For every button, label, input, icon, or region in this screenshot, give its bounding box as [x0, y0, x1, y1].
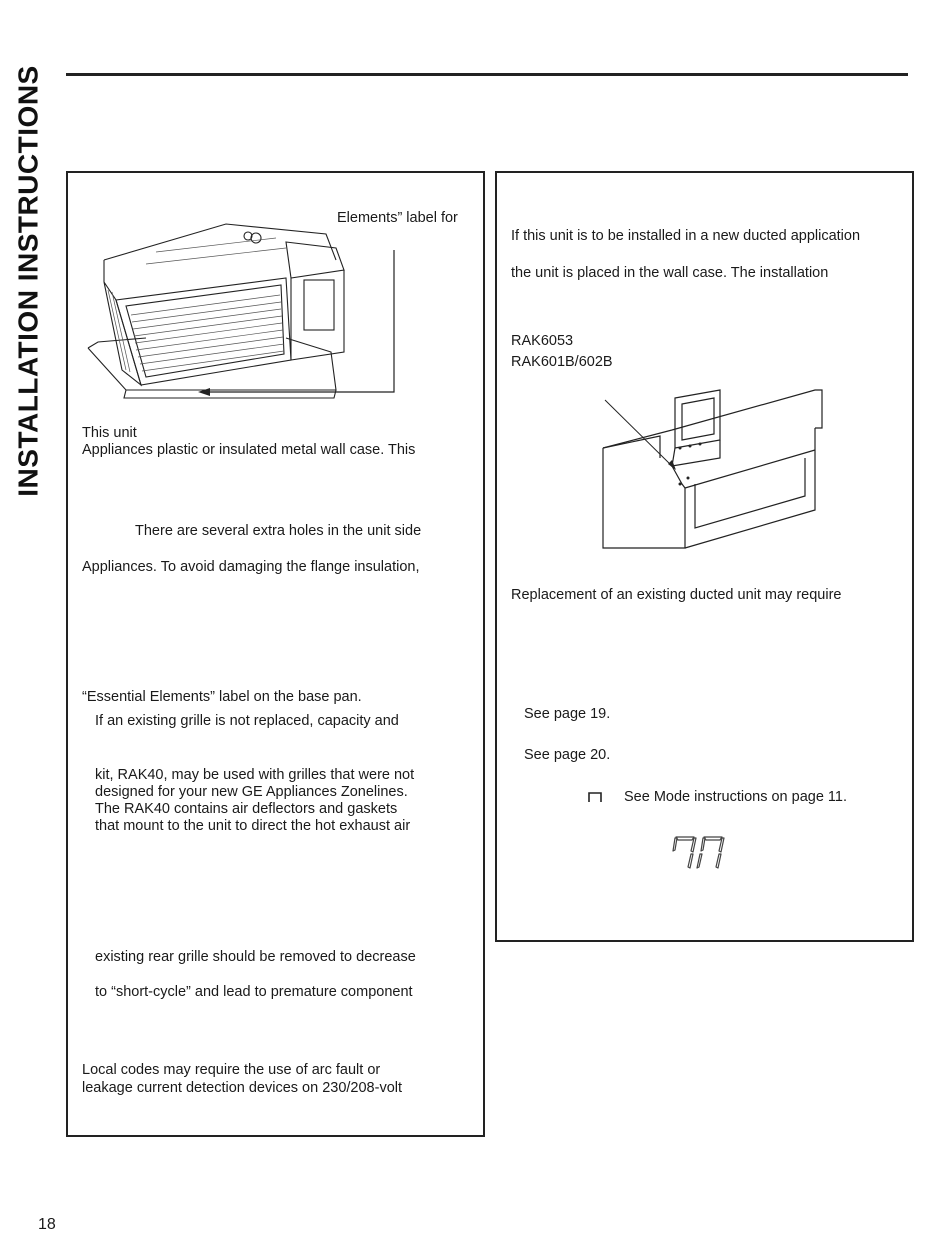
- ptac-unit-illustration: [86, 220, 476, 405]
- left-text-line-13: Local codes may require the use of arc fault or: [82, 1062, 381, 1078]
- left-text-line-6: If an existing grille is not replaced, capacity and: [95, 713, 399, 729]
- seven-segment-display-icon: [672, 836, 726, 870]
- sidebar-title-text: INSTALLATION INSTRUCTIONS: [13, 65, 44, 497]
- mode-bracket-icon: [588, 792, 602, 802]
- right-text-line-8: See Mode instructions on page 11.: [624, 789, 848, 805]
- page-number: 18: [38, 1216, 56, 1233]
- left-text-line-5: “Essential Elements” label on the base pan.: [82, 689, 362, 705]
- left-text-line-3: There are several extra holes in the unit side: [135, 523, 422, 539]
- right-text-line-3: RAK6053: [511, 333, 574, 349]
- right-text-line-1: If this unit is to be installed in a new ducted application: [511, 228, 861, 244]
- left-text-line-11: existing rear grille should be removed to decrease: [95, 949, 416, 965]
- left-text-line-2: Appliances plastic or insulated metal wall case. This: [82, 442, 416, 458]
- left-text-line-14: leakage current detection devices on 230/208-volt: [82, 1080, 403, 1096]
- figure-callout-label: Elements” label for: [337, 210, 458, 226]
- right-text-line-2: the unit is placed in the wall case. The installation: [511, 265, 829, 281]
- left-text-line-9: The RAK40 contains air deflectors and gaskets: [95, 801, 398, 817]
- right-text-line-6: See page 19.: [524, 706, 611, 722]
- left-text-line-1: This unit: [82, 425, 137, 441]
- right-text-line-5: Replacement of an existing ducted unit may require: [511, 587, 842, 603]
- left-text-line-7: kit, RAK40, may be used with grilles that were not: [95, 767, 415, 783]
- left-text-line-10: that mount to the unit to direct the hot exhaust air: [95, 818, 411, 834]
- duct-kit-illustration: [600, 388, 828, 553]
- left-text-line-8: designed for your new GE Appliances Zonelines.: [95, 784, 408, 800]
- left-text-line-4: Appliances. To avoid damaging the flange insulation,: [82, 559, 420, 575]
- right-text-line-7: See page 20.: [524, 747, 611, 763]
- sidebar-title: [8, 40, 50, 522]
- right-text-line-4: RAK601B/602B: [511, 354, 613, 370]
- right-panel: [495, 171, 914, 942]
- header-rule: [66, 73, 908, 76]
- left-text-line-12: to “short-cycle” and lead to premature component: [95, 984, 413, 1000]
